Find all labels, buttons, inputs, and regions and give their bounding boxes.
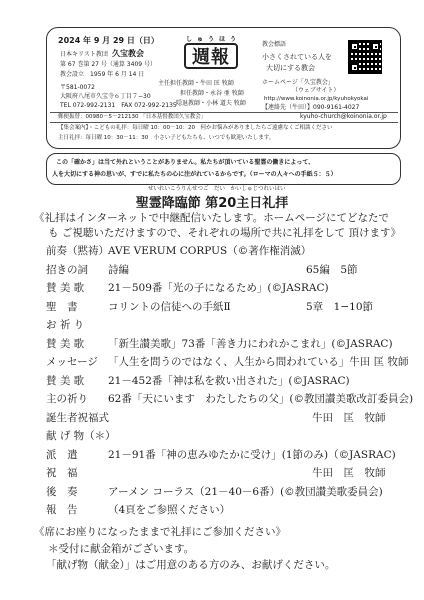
liturgy-item — [46, 319, 108, 331]
liturgy-content: 21－452番「神は私を救い出された」(©JASRAC) — [108, 374, 350, 387]
liturgy-item — [46, 264, 129, 276]
founded-date: 教会設立 1959 年 6 月 14 日 — [60, 71, 145, 78]
theme-line-2: 人を大切にする神の思いが、すでに私たちの心に注がれているからです。（ローマの人々への手紙５：５） — [52, 171, 337, 178]
liturgy-item — [46, 301, 231, 313]
service-title-ruby: せいれいこうりんせつご だい かいしゅじつれいはい — [148, 186, 286, 192]
liturgy-label: メッセージ — [46, 356, 98, 368]
liturgy-label: 招きの詞 — [46, 263, 88, 276]
liturgy-label: 派 遣 — [46, 448, 78, 461]
theme-line-1: この「確かさ」は当て外れということがありません。私たちが頂いている聖霊の働きによって、 — [56, 159, 315, 166]
liturgy-label: 賛 美 歌 — [46, 337, 85, 350]
liturgy-label: 賛 美 歌 — [46, 374, 85, 387]
liturgy-right: 牛田 匡 牧師 — [312, 411, 386, 424]
liturgy-label: 誕生者祝福式 — [46, 411, 109, 424]
service-note-1: 《礼拝はインターネットで中継配信いたします。ホームページにてどなたで — [34, 212, 390, 224]
liturgy-label: 聖 書 — [46, 300, 78, 313]
liturgy-content: （4頁をご参照ください） — [108, 504, 231, 516]
contact-email[interactable]: kyuho-church@koinonia.or.jp — [300, 113, 387, 120]
liturgy-item — [46, 282, 329, 294]
theme-verse-box — [46, 153, 401, 185]
bulletin-title: 週報 — [192, 47, 230, 68]
liturgy-item — [46, 375, 350, 387]
website-url[interactable]: http://www.koinonia.or.jp/kyuhokyokai — [264, 96, 369, 102]
worship-time: 主日礼拝：毎日曜 10：30－11：30 小さい子どもたちも、いつでも歓迎いたします。 — [58, 135, 275, 141]
liturgy-item — [46, 449, 396, 461]
liturgy-item — [46, 393, 413, 405]
postal-code: 〒581-0072 — [60, 84, 95, 91]
pastor-emeritus: 隠退教師・小林 道夫 牧師 — [176, 100, 246, 107]
contact-phone: 【連絡先（牛田）】090-9161-4027 — [262, 104, 360, 111]
liturgy-right: 65編 5節 — [306, 263, 358, 276]
liturgy-label: 賛 美 歌 — [46, 282, 85, 294]
liturgy-item — [46, 467, 108, 479]
footer-line-1: 《席にお座りになったままで礼拝にご参加ください》 — [34, 526, 286, 538]
liturgy-item — [46, 412, 108, 424]
motto-label: 教会標語 — [262, 41, 287, 48]
liturgy-content: 21－91番「神の恵みゆたかに受け」(1節のみ)（©JASRAC) — [108, 448, 396, 461]
motto-line-1: 小さくされている人を — [262, 53, 332, 61]
liturgy-content: 62番「天にいます わたしたちの父」(©教団讃美歌改訂委員会) — [108, 393, 414, 405]
address: 大阪府八尾市久宝寺６丁目７−30 — [60, 93, 151, 100]
liturgy-label: 報 告 — [46, 504, 78, 516]
liturgy-content: 21－509番「光の子になるため」(©JASRAC) — [108, 282, 329, 294]
liturgy-content: 「人生を問うのではなく、人生から問われている」牛田 匡 牧師 — [108, 356, 409, 368]
liturgy-item — [46, 245, 311, 257]
liturgy-right: 5章 1−10節 — [306, 300, 374, 313]
liturgy-item — [46, 338, 393, 350]
church-group: 日本キリスト教団 — [60, 51, 108, 58]
pastor-assoc: 担任教師・永谷 亜 牧師 — [180, 90, 244, 97]
header-divider-1 — [50, 112, 398, 113]
motto-line-2: 大切にする教会 — [266, 64, 315, 72]
liturgy-item — [46, 430, 116, 442]
footer-line-3: 「献げ物（献金）」はご用意のある方のみ、お献げください。 — [46, 559, 336, 571]
issue-number: 第 67 巻第 27 号（通算 3409 号） — [60, 61, 156, 68]
bulletin-title-ruby: しゅうほう — [186, 36, 242, 43]
pastor-main: 主任担任教師・牛田 匡 牧師 — [158, 80, 234, 87]
liturgy-label: 後 奏 — [46, 485, 78, 498]
service-note-2: も ご視聴いただけますので、それぞれの場所で共に礼拝をして 頂けます》 — [48, 227, 401, 239]
liturgy-content: アーメン コーラス（21－40－6番）(©教団讃美歌委員会) — [108, 485, 383, 498]
liturgy-content: コリントの信徒への手紙Ⅱ — [108, 300, 231, 313]
liturgy-item — [46, 486, 383, 498]
liturgy-content: 詩編 — [108, 263, 129, 276]
liturgy-content: 「新生讃美歌」73番「善き力にわれかこまれ」(©JASRAC) — [108, 337, 393, 350]
issue-date: 2024 年 9 月 29 日（日） — [58, 36, 159, 45]
bulletin-title-logo — [184, 43, 238, 69]
liturgy-item — [46, 504, 230, 516]
liturgy-content: AVE VERUM CORPUS（©著作権消滅） — [108, 245, 312, 257]
qr-code-icon — [348, 40, 382, 74]
footer-line-2: ＊受付に献金箱がございます。 — [48, 543, 195, 555]
website-sub: （ウェブサイト） — [292, 87, 340, 94]
tel-fax: TEL 072-992-2131 FAX 072-992-2135 — [60, 102, 177, 109]
service-title: 聖霊降臨節 第20主日礼拝 — [135, 196, 289, 211]
liturgy-label: お 祈 り — [46, 319, 85, 331]
church-name: 久宝教会 — [112, 49, 144, 58]
postal-transfer: 郵便振替：00980－5－212130 「日本基督教団久宝教会」 — [58, 114, 207, 120]
website-label: ホームページ「久宝教会」 — [262, 79, 334, 86]
liturgy-label: 主の祈り — [46, 393, 88, 405]
header-divider-2 — [50, 122, 398, 123]
liturgy-label: 祝 福 — [46, 467, 78, 479]
liturgy-label: 前奏（黙祷） — [46, 245, 109, 257]
liturgy-right: 牛田 匡 牧師 — [312, 467, 386, 479]
liturgy-label: 献 げ 物（＊） — [46, 430, 116, 442]
liturgy-item — [46, 356, 408, 368]
gathering-info: 【集会案内】・こどもの礼拝：毎日曜 10：00－10：20 何かお悩みがありましたらご遠慮なくご相談ください — [58, 125, 333, 131]
